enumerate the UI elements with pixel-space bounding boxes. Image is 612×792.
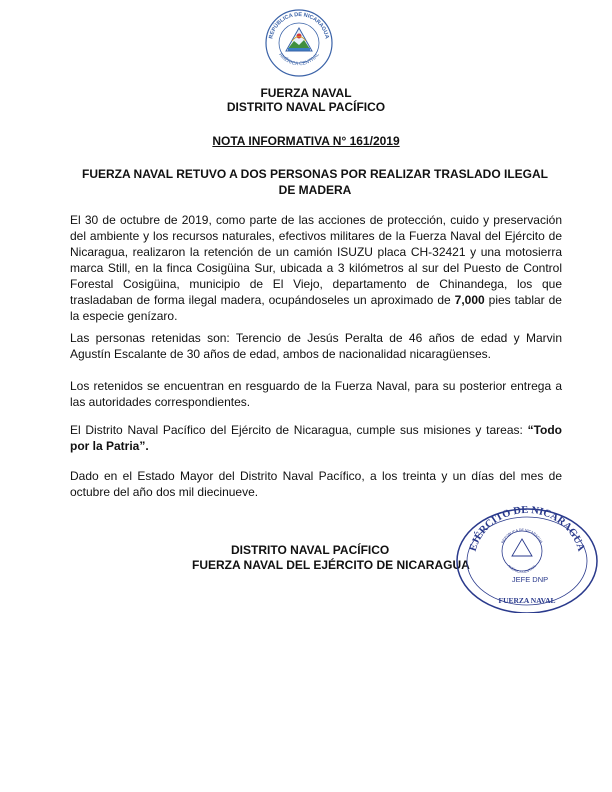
signature-line2: FUERZA NAVAL DEL EJÉRCITO DE NICARAGUA xyxy=(192,558,470,572)
official-stamp xyxy=(452,503,602,613)
coat-bottom-text: AMÉRICA CENTRAL xyxy=(277,51,321,68)
coat-of-arms-emblem xyxy=(264,8,334,78)
stamp-inner-bottom-text: AMÉRICA CENTRAL xyxy=(506,563,538,575)
paragraph-date: Dado en el Estado Mayor del Distrito Naval Pacífico, a los treinta y un días del mes de octubre del año dos mil diecinueve. xyxy=(70,469,562,499)
stamp-center-text: JEFE DNP xyxy=(511,575,549,584)
stamp-bottom-text: FUERZA NAVAL xyxy=(498,596,556,605)
org-name-line2: DISTRITO NAVAL PACÍFICO xyxy=(226,100,386,114)
paragraph-custody: Los retenidos se encuentran en resguardo de la Fuerza Naval, para su posterior entrega a las autoridades correspondientes. xyxy=(70,379,562,409)
signature-line1: DISTRITO NAVAL PACÍFICO xyxy=(231,543,390,557)
wood-quantity: 7,000 xyxy=(454,293,485,307)
paragraph-incident xyxy=(70,212,562,324)
paragraph-mission xyxy=(70,422,562,454)
paragraph-mission-text: El Distrito Naval Pacífico del Ejército de Nicaragua, cumple sus misiones y tareas: xyxy=(70,423,528,437)
note-title: NOTA INFORMATIVA N° 161/2019 xyxy=(212,134,400,148)
svg-text:AMÉRICA CENTRAL xyxy=(277,52,321,68)
headline: FUERZA NAVAL RETUVO A DOS PERSONAS POR REALIZAR TRASLADO ILEGAL DE MADERA xyxy=(81,167,548,197)
svg-text:AMÉRICA CENTRAL xyxy=(507,564,537,574)
motto: “Todo por la Patria”. xyxy=(70,423,562,453)
stamp-outer-text: EJÉRCITO DE NICARAGUA xyxy=(467,504,587,553)
paragraph-detainees: Las personas retenidas son: Terencio de Jesús Peralta de 46 años de edad y Marvin Agustín Escalante de 30 años de edad, ambos de nacionalidad nicaragüenses. xyxy=(70,331,562,361)
stamp-inner-top-text: REPÚBLICA DE NICARAGUA xyxy=(500,527,544,545)
org-name-line1: FUERZA NAVAL xyxy=(260,86,352,100)
paragraph-incident-text: El 30 de octubre de 2019, como parte de las acciones de protección, cuido y preservación del ambiente y los recursos naturales, efectivos militares de la Fuerza Naval del Ejército de Nicaragua, realizaron la retención de un camión ISUZU placa CH-32421 y una motosierra marca Still, en la finca Cosigüina Sur, ubicada a 3 kilómetros al sur del Puesto de Control Forestal Cosigüina, municipio de El Viejo, departamento de Chinandega, los que trasladaban de forma ilegal madera, ocupándoseles un aproximado de xyxy=(70,213,562,307)
coat-top-text: REPÚBLICA DE NICARAGUA xyxy=(268,11,330,40)
svg-text:REPÚBLICA DE NICARAGUA xyxy=(501,528,544,545)
paragraph-incident-tail: pies tablar de la especie genízaro. xyxy=(70,293,562,323)
